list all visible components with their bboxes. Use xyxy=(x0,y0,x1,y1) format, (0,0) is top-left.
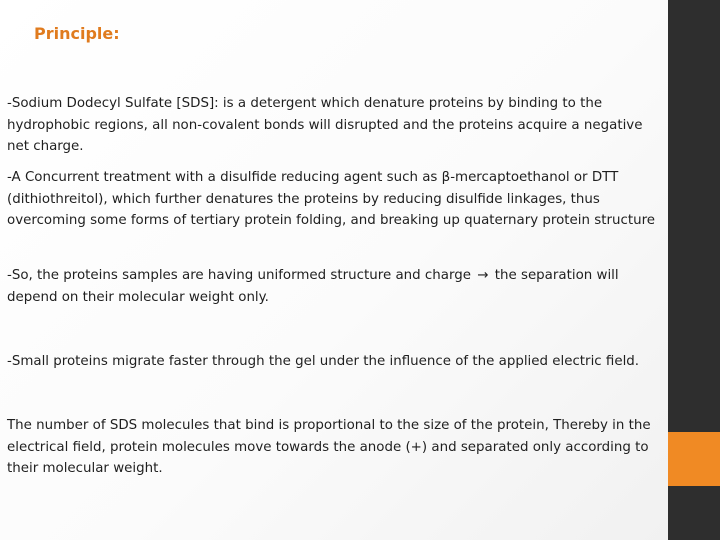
slide-title: Principle: xyxy=(34,24,120,43)
right-arrow-icon: → xyxy=(477,268,489,283)
sidebar-accent-block xyxy=(668,432,720,486)
paragraph-reducing-agent: -A Concurrent treatment with a disulfide reducing agent such as β-mercaptoethanol or DTT (dithiothreitol), which further denatures the proteins by reducing disulfide linkages, thus overcoming some forms of tertiary protein folding, and breaking up quaternary protein structure xyxy=(7,170,656,228)
paragraph-small-proteins: -Small proteins migrate faster through the gel under the influence of the applied electric field. xyxy=(7,354,640,369)
paragraph-sds-definition: -Sodium Dodecyl Sulfate [SDS]: is a detergent which denature proteins by binding to the hydrophobic regions, all non-covalent bonds will disrupted and the proteins acquire a negative net charge. xyxy=(7,96,643,154)
paragraph-sds-proportional: The number of SDS molecules that bind is proportional to the size of the protein, Thereby in the electrical field, protein molecules move towards the anode (+) and separated only according to their molecular weight. xyxy=(7,418,651,476)
right-sidebar-bar xyxy=(668,0,720,540)
paragraph-uniform-structure-text-end: the separation will depend on their molecular weight only. xyxy=(7,268,619,305)
paragraph-uniform-structure xyxy=(7,265,657,308)
paragraph-uniform-structure-text-start: -So, the proteins samples are having uniformed structure and charge xyxy=(7,268,471,283)
